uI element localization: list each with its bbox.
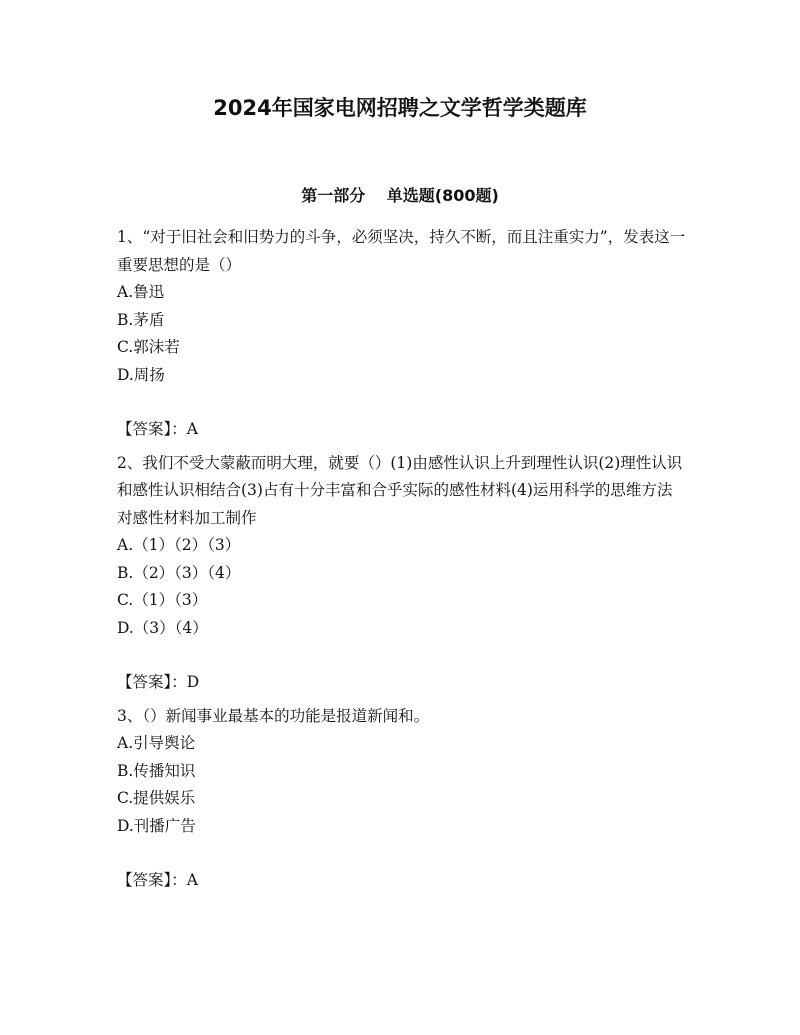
option-c: C.（1）（3） (117, 591, 208, 609)
option-c: C.提供娱乐 (117, 789, 196, 807)
question-3 (117, 703, 687, 895)
option-d: D.（3）（4） (117, 618, 208, 637)
question-2 (117, 450, 687, 697)
option-c: C.郭沫若 (117, 338, 180, 356)
question-stem: 2、我们不受大蒙蔽而明大理，就要（）(1)由感性认识上升到理性认识(2)理性认识和感性认识相结合(3)占有十分丰富和合乎实际的感性材料(4)运用科学的思维方法对感性材料加工制作 (117, 453, 683, 527)
section-title: 第一部分 单选题(800题) (301, 186, 499, 205)
option-d: D.刊播广告 (117, 816, 196, 835)
option-b: B.（2）（3）（4） (117, 563, 241, 582)
question-stem: 1、“对于旧社会和旧势力的斗争，必须坚决，持久不断，而且注重实力”，发表这一重要思想的是（） (117, 228, 686, 274)
answer-line: 【答案】：A (117, 871, 198, 889)
option-d: D.周扬 (117, 365, 165, 384)
question-list (117, 224, 687, 895)
question-1 (117, 224, 687, 444)
document-title: 2024年国家电网招聘之文学哲学类题库 (213, 96, 587, 120)
question-stem: 3、（）新闻事业最基本的功能是报道新闻和。 (117, 706, 430, 725)
option-b: B.茅盾 (117, 310, 165, 329)
option-a: A.（1）（2）（3） (117, 536, 241, 554)
answer-line: 【答案】：D (117, 673, 200, 691)
option-a: A.引导舆论 (117, 734, 196, 752)
option-b: B.传播知识 (117, 761, 196, 780)
answer-line: 【答案】：A (117, 420, 198, 438)
option-a: A.鲁迅 (117, 283, 165, 301)
